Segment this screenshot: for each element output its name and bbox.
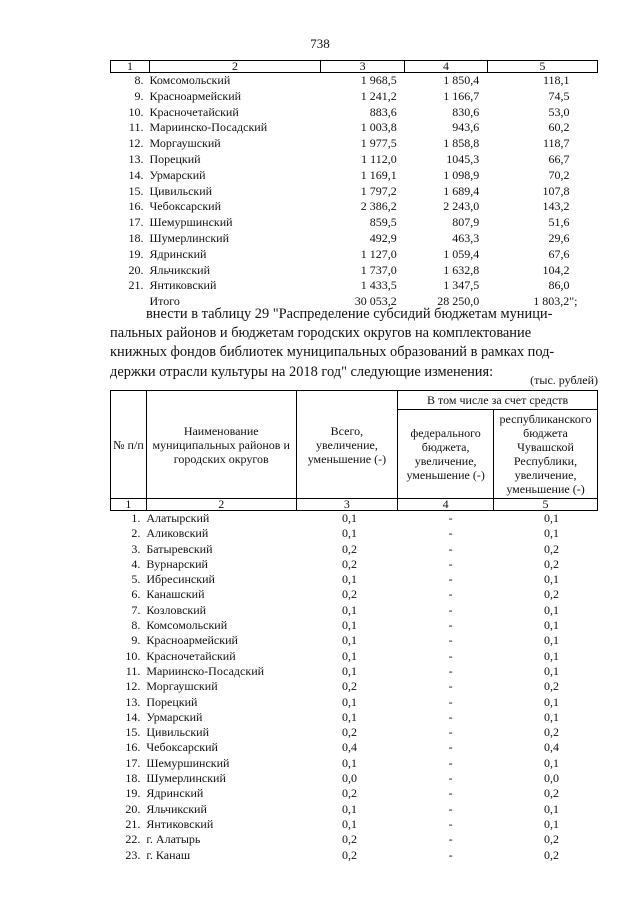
table-cell-v3: 0,1 bbox=[342, 511, 358, 525]
table-cell-v3: 0,2 bbox=[342, 556, 358, 571]
table-cell-n: 4. bbox=[131, 556, 141, 571]
page-number: 738 bbox=[310, 36, 330, 51]
table-cell-name: Батыревский bbox=[146, 541, 213, 556]
table-cell-v4: - bbox=[448, 725, 453, 740]
table-row bbox=[111, 710, 598, 725]
table-cell-n: 17. bbox=[125, 755, 141, 770]
table-cell-n: 19. bbox=[128, 246, 144, 261]
table-cell-n: 2. bbox=[131, 526, 141, 541]
column-index: 5 bbox=[494, 499, 598, 511]
table-row bbox=[111, 511, 598, 527]
table-cell-v4: - bbox=[448, 556, 453, 571]
table-cell-v3: 0,1 bbox=[342, 633, 358, 648]
table-cell-name: Ядринский bbox=[149, 246, 207, 261]
table-cell-n: 9. bbox=[131, 633, 141, 648]
column-index: 1 bbox=[111, 61, 150, 73]
table-cell-name: Янтиковский bbox=[149, 278, 217, 293]
table-cell-name: Янтиковский bbox=[146, 816, 214, 831]
table-cell-name: Шумерлинский bbox=[146, 771, 226, 786]
table-cell-v3: 0,1 bbox=[342, 755, 358, 770]
header-name: Наименование муниципальных районов и городских округов bbox=[146, 391, 296, 499]
table-cell-v5: 29,6 bbox=[548, 230, 570, 245]
table-cell-v3: 0,1 bbox=[342, 526, 358, 541]
table-cell-v4: 1045,3 bbox=[446, 151, 480, 166]
table-cell-v5: 67,6 bbox=[548, 246, 570, 261]
table-cell-name: Шемуршинский bbox=[149, 215, 233, 230]
table-cell-n: 1. bbox=[131, 511, 141, 525]
table-row bbox=[111, 168, 598, 184]
table-cell-v3: 0,1 bbox=[342, 663, 358, 678]
table-cell-v5: 0,0 bbox=[544, 771, 560, 786]
table-cell-n: 20. bbox=[128, 262, 144, 277]
table-cell-v3: 0,1 bbox=[342, 572, 358, 587]
table-cell-n: 18. bbox=[128, 230, 144, 245]
table-cell-v5: 143,2 bbox=[542, 199, 570, 214]
paragraph-line: пальных районов и бюджетам городских округов на комплектование bbox=[110, 325, 532, 342]
table-cell-v5: 0,1 bbox=[544, 709, 560, 724]
table-cell-name: Канашский bbox=[146, 587, 205, 602]
table-cell-name: Козловский bbox=[146, 602, 207, 617]
table-cell-v4: - bbox=[448, 633, 453, 648]
header-group: В том числе за счет средств bbox=[398, 391, 598, 410]
table-cell-v4: - bbox=[448, 648, 453, 663]
table-cell-v5: 0,1 bbox=[544, 618, 560, 633]
column-index: 2 bbox=[149, 61, 320, 73]
table-cell-v5: 0,1 bbox=[544, 602, 560, 617]
table-cell-name: Комсомольский bbox=[149, 73, 231, 87]
table-cell-n: 13. bbox=[125, 694, 141, 709]
table-cell-v4: 1 098,9 bbox=[443, 167, 480, 182]
table-cell-v4: - bbox=[448, 694, 453, 709]
table-cell-v5: 86,0 bbox=[548, 278, 570, 293]
table-cell-v5: 118,1 bbox=[542, 73, 570, 87]
table-cell-v3: 0,2 bbox=[342, 587, 358, 602]
column-index: 1 bbox=[111, 499, 147, 511]
table-cell-v5: 0,1 bbox=[544, 526, 560, 541]
table-cell-v4: - bbox=[448, 679, 453, 694]
table-row bbox=[111, 633, 598, 648]
column-index: 3 bbox=[296, 499, 398, 511]
table-cell-n: 21. bbox=[125, 816, 141, 831]
table-cell-v5: 0,1 bbox=[544, 572, 560, 587]
table-cell-name: Шумерлинский bbox=[149, 230, 230, 245]
table-cell-v4: 943,6 bbox=[452, 120, 480, 135]
table-cell-name: Аликовский bbox=[146, 526, 209, 541]
table-row bbox=[111, 832, 598, 847]
table-row bbox=[111, 152, 598, 168]
table-cell-v5: 60,2 bbox=[548, 120, 570, 135]
table-cell-v4: - bbox=[448, 572, 453, 587]
table-cell-v3: 1 433,5 bbox=[360, 278, 397, 293]
table-cell-v4: - bbox=[448, 801, 453, 816]
table-cell-n: 15. bbox=[128, 183, 144, 198]
table-cell-v3: 0,1 bbox=[342, 618, 358, 633]
table-cell-name: Чебоксарский bbox=[146, 740, 218, 755]
table-cell-name: Порецкий bbox=[146, 694, 198, 709]
table-cell-n: 12. bbox=[125, 679, 141, 694]
table-cell-v4: - bbox=[448, 755, 453, 770]
table-cell-name: г. Алатырь bbox=[146, 832, 201, 847]
table-cell-n: 22. bbox=[125, 832, 141, 847]
table-row bbox=[111, 231, 598, 247]
table-cell-v3: 1 169,1 bbox=[360, 167, 397, 182]
table-cell-n: 5. bbox=[131, 572, 141, 587]
table-cell-v4: 1 632,8 bbox=[443, 262, 480, 277]
table-cell-v4: - bbox=[448, 709, 453, 724]
table-row bbox=[111, 120, 598, 136]
header-total: Всего, увеличение, уменьшение (-) bbox=[296, 391, 398, 499]
table-cell-n: 18. bbox=[125, 771, 141, 786]
table-row bbox=[111, 542, 598, 557]
table-cell-n: 12. bbox=[128, 136, 144, 151]
table-cell-v5: 51,6 bbox=[548, 215, 570, 230]
table-cell-v4: - bbox=[448, 587, 453, 602]
table-cell-v5: 0,2 bbox=[544, 725, 560, 740]
table-cell-v4: 1 059,4 bbox=[443, 246, 480, 261]
table-row bbox=[111, 215, 598, 231]
table-cell-v4: - bbox=[448, 663, 453, 678]
table-cell-n: 15. bbox=[125, 725, 141, 740]
table-cell-name: Комсомольский bbox=[146, 618, 228, 633]
table-cell-v3: 1 977,5 bbox=[360, 136, 397, 151]
table-cell-v3: 859,5 bbox=[369, 215, 397, 230]
table-cell-name: Ядринский bbox=[146, 786, 204, 801]
table-cell-v5: 0,1 bbox=[544, 816, 560, 831]
table-cell-n: 11. bbox=[125, 663, 141, 678]
table-row bbox=[111, 278, 598, 294]
table-cell-v3: 0,2 bbox=[342, 725, 358, 740]
table-row bbox=[111, 199, 598, 215]
paragraph-line: внести в таблицу 29 "Распределение субсидий бюджетам муници- bbox=[146, 306, 553, 322]
table-row bbox=[111, 756, 598, 771]
table-cell-v3: 0,2 bbox=[342, 847, 358, 862]
table-row bbox=[111, 526, 598, 541]
table-row bbox=[111, 73, 598, 89]
table-cell-n: 10. bbox=[128, 104, 144, 119]
table-cell-v4: - bbox=[448, 541, 453, 556]
table-row bbox=[111, 587, 598, 602]
table-29-changes bbox=[110, 390, 598, 863]
table-cell-name: Мариинско-Посадский bbox=[149, 120, 268, 135]
table-cell-name: Моргаушский bbox=[149, 136, 221, 151]
table-cell-n: 10. bbox=[125, 648, 141, 663]
table-cell-n: 8. bbox=[134, 73, 144, 87]
table-cell-v4: 463,3 bbox=[452, 230, 480, 245]
table-cell-n: 23. bbox=[125, 847, 141, 862]
table-cell-name: Порецкий bbox=[149, 151, 201, 166]
table-cell-v3: 0,2 bbox=[342, 786, 358, 801]
table-cell-v5: 0,1 bbox=[544, 663, 560, 678]
table-row bbox=[111, 771, 598, 786]
table-cell-name: Цивильский bbox=[146, 725, 209, 740]
table-cell-v5: 0,1 bbox=[544, 648, 560, 663]
table-cell-name: Моргаушский bbox=[146, 679, 218, 694]
table-cell-name: Чебоксарский bbox=[149, 199, 222, 214]
table-cell-v3: 2 386,2 bbox=[360, 199, 397, 214]
table-cell-v5: 118,7 bbox=[542, 136, 570, 151]
table-row bbox=[111, 695, 598, 710]
table-row bbox=[111, 263, 598, 279]
table-row bbox=[111, 136, 598, 152]
unit-note: (тыс. рублей) bbox=[530, 373, 598, 387]
table-cell-v3: 0,1 bbox=[342, 709, 358, 724]
table-cell-name: Урмарский bbox=[149, 167, 206, 182]
table-cell-v5: 0,2 bbox=[544, 847, 560, 862]
table-row bbox=[111, 802, 598, 817]
table-cell-v5: 0,2 bbox=[544, 832, 560, 847]
table-cell-v4: - bbox=[448, 602, 453, 617]
table-row bbox=[111, 105, 598, 121]
amendment-paragraph bbox=[110, 305, 598, 382]
table-cell-v4: 830,6 bbox=[452, 104, 480, 119]
table-cell-v5: 107,8 bbox=[542, 183, 570, 198]
table-cell-n: 8. bbox=[131, 618, 141, 633]
table-cell-name: Красночетайский bbox=[146, 648, 236, 663]
table-cell-v3: 883,6 bbox=[369, 104, 397, 119]
table-cell-v4: - bbox=[448, 511, 453, 525]
table-cell-v4: - bbox=[448, 847, 453, 862]
table-cell-name: Ибресинский bbox=[146, 572, 215, 587]
table-cell-name: Алатырский bbox=[146, 511, 210, 525]
table-cell-name: Мариинско-Посадский bbox=[146, 663, 265, 678]
table-cell-v4: 1 689,4 bbox=[443, 183, 480, 198]
table-cell-v5: 0,1 bbox=[544, 694, 560, 709]
table-cell-v4: 807,9 bbox=[452, 215, 480, 230]
table-cell-v3: 0,1 bbox=[342, 648, 358, 663]
table-cell-n: 16. bbox=[125, 740, 141, 755]
column-index: 2 bbox=[146, 499, 296, 511]
table-cell-v3: 1 737,0 bbox=[360, 262, 397, 277]
table-cell-v5: 0,2 bbox=[544, 786, 560, 801]
table-row bbox=[111, 603, 598, 618]
table-cell-v5: 0,2 bbox=[544, 556, 560, 571]
table-cell-n: 11. bbox=[128, 120, 144, 135]
table-header-row bbox=[111, 61, 598, 73]
table-cell-v5: 1 803,2"; bbox=[533, 294, 578, 309]
table-row bbox=[111, 572, 598, 587]
table-cell-n: 9. bbox=[134, 88, 144, 103]
table-cell-v5: 0,1 bbox=[544, 755, 560, 770]
table-cell-name: г. Канаш bbox=[146, 847, 191, 862]
table-cell-v3: 0,1 bbox=[342, 801, 358, 816]
table-cell-name: Красноармейский bbox=[146, 633, 238, 648]
column-index: 3 bbox=[320, 61, 404, 73]
table-row bbox=[111, 786, 598, 801]
column-index: 4 bbox=[398, 499, 494, 511]
table-cell-v3: 1 968,5 bbox=[360, 73, 397, 87]
table-cell-v4: - bbox=[448, 526, 453, 541]
table-cell-v5: 0,1 bbox=[544, 511, 560, 525]
table-cell-v3: 1 003,8 bbox=[360, 120, 397, 135]
table-row bbox=[111, 557, 598, 572]
table-cell-n: 20. bbox=[125, 801, 141, 816]
table-cell-v4: - bbox=[448, 816, 453, 831]
table-cell-v3: 0,1 bbox=[342, 694, 358, 709]
table-cell-n: 14. bbox=[125, 709, 141, 724]
paragraph-line: книжных фондов библиотек муниципальных образований в рамках под- bbox=[110, 344, 555, 361]
table-cell-n: 16. bbox=[128, 199, 144, 214]
header-federal: федерального бюджета, увеличение, уменьшение (-) bbox=[398, 410, 494, 499]
table-cell-v4: 28 250,0 bbox=[437, 294, 480, 309]
table-row bbox=[111, 649, 598, 664]
table-cell-v3: 0,2 bbox=[342, 832, 358, 847]
table-cell-v4: - bbox=[448, 771, 453, 786]
paragraph-line: держки отрасли культуры на 2018 год" следующие изменения: bbox=[110, 363, 494, 380]
table-row bbox=[111, 184, 598, 200]
table-cell-v3: 0,1 bbox=[342, 602, 358, 617]
table-cell-name: Шемуршинский bbox=[146, 755, 230, 770]
table-cell-name: Урмарский bbox=[146, 709, 203, 724]
table-cell-v4: - bbox=[448, 740, 453, 755]
table-cell-v3: 1 797,2 bbox=[360, 183, 397, 198]
table-cell-v3: 30 053,2 bbox=[354, 294, 397, 309]
table-cell-v5: 53,0 bbox=[548, 104, 570, 119]
table-cell-n: 14. bbox=[128, 167, 144, 182]
table-cell-v3: 0,2 bbox=[342, 541, 358, 556]
table-row bbox=[111, 817, 598, 832]
table-cell-v3: 492,9 bbox=[369, 230, 397, 245]
table-cell-n: 21. bbox=[128, 278, 144, 293]
table-cell-n: 7. bbox=[131, 602, 141, 617]
table-cell-v5: 66,7 bbox=[548, 151, 570, 166]
table-cell-v3: 0,0 bbox=[342, 771, 358, 786]
table-cell-v5: 74,5 bbox=[548, 88, 570, 103]
table-cell-v4: 1 166,7 bbox=[443, 88, 480, 103]
table-cell-v5: 0,2 bbox=[544, 679, 560, 694]
table-cell-n: 17. bbox=[128, 215, 144, 230]
table-row bbox=[111, 679, 598, 694]
table-cell-v5: 0,2 bbox=[544, 541, 560, 556]
table-cell-v3: 0,1 bbox=[342, 816, 358, 831]
header-republic: республиканского бюджета Чувашской Республики, увеличение, уменьшение (-) bbox=[494, 410, 598, 499]
table-cell-v5: 0,1 bbox=[544, 633, 560, 648]
table-cell-v5: 70,2 bbox=[548, 167, 570, 182]
table-cell-name: Вурнарский bbox=[146, 556, 208, 571]
table-cell-v5: 104,2 bbox=[542, 262, 570, 277]
table-cell-v4: - bbox=[448, 786, 453, 801]
header-num: № п/п bbox=[111, 391, 147, 499]
table-cell-name: Красноармейский bbox=[149, 88, 242, 103]
table-cell-name: Яльчикский bbox=[149, 262, 211, 277]
table-cell-v3: 1 112,0 bbox=[361, 151, 397, 166]
table-cell-v3: 0,2 bbox=[342, 679, 358, 694]
table-row bbox=[111, 618, 598, 633]
table-cell-v5: 0,1 bbox=[544, 801, 560, 816]
table-cell-name: Красночетайский bbox=[149, 104, 239, 119]
column-index: 4 bbox=[405, 61, 488, 73]
table-row bbox=[111, 725, 598, 740]
table-cell-v4: 1 347,5 bbox=[443, 278, 480, 293]
table-cell-v3: 1 241,2 bbox=[360, 88, 397, 103]
table-cell-v5: 0,4 bbox=[544, 740, 560, 755]
table-cell-v4: - bbox=[448, 618, 453, 633]
table-cell-v4: 1 850,4 bbox=[443, 73, 480, 87]
table-cell-v3: 1 127,0 bbox=[360, 246, 397, 261]
table-row bbox=[111, 848, 598, 863]
table-cell-name: Итого bbox=[149, 294, 180, 309]
table-cell-v3: 0,4 bbox=[342, 740, 358, 755]
table-cell-n: 13. bbox=[128, 151, 144, 166]
table-cell-v4: 1 858,8 bbox=[443, 136, 480, 151]
table-cell-v5: 0,2 bbox=[544, 587, 560, 602]
column-index: 5 bbox=[487, 61, 597, 73]
table-row bbox=[111, 89, 598, 105]
table-cell-n: 3. bbox=[131, 541, 141, 556]
table-cell-name: Цивильский bbox=[149, 183, 213, 198]
table-cell-v4: - bbox=[448, 832, 453, 847]
table-index-row bbox=[111, 499, 598, 511]
table-cell-n: 19. bbox=[125, 786, 141, 801]
table-row bbox=[111, 740, 598, 755]
table-row bbox=[111, 664, 598, 679]
table-row bbox=[111, 247, 598, 263]
table-cell-name: Яльчикский bbox=[146, 801, 207, 816]
table-cell-n: 6. bbox=[131, 587, 141, 602]
table-cell-v4: 2 243,0 bbox=[443, 199, 480, 214]
table-subsidies-continued bbox=[110, 60, 598, 310]
